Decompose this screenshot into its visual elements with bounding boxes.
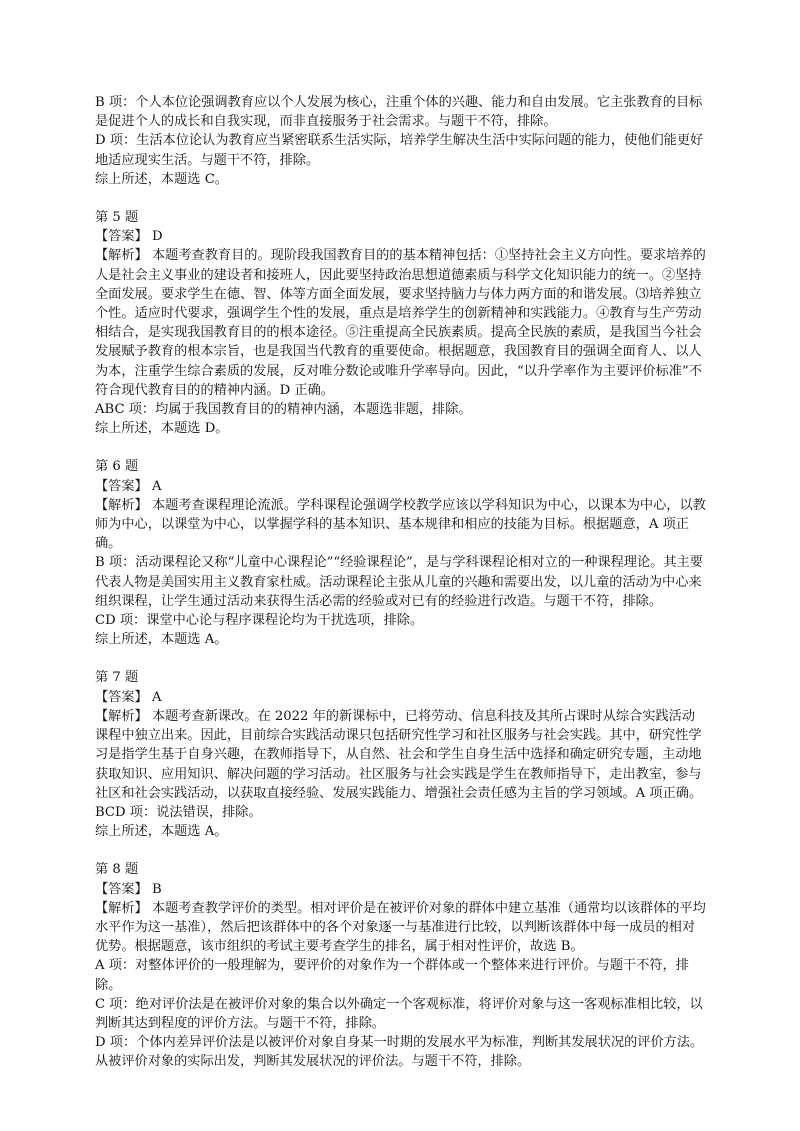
answer-line: 【答案】 A [95,478,162,494]
option-paragraph: CD 项：课堂中心论与程序课程论均为干扰选项，排除。 [95,613,424,629]
answer-line: 【答案】 D [95,229,163,245]
option-paragraph: ABC 项：均属于我国教育目的的精神内涵，本题选非题，排除。 [95,402,472,418]
analysis-paragraph: 【解析】 本题考查课程理论流派。学科课程论强调学校教学应该以学科知识为中心，以课本为中心，以教师为中心，以课堂为中心，以掌握学科的基本知识、基本规律和相应的技能为目标。根据题意，A 项正确。 [95,497,706,552]
question-title: 第 7 题 [95,670,139,686]
answer-line: 【答案】 A [95,689,162,705]
question-7 [95,668,707,841]
question-6 [95,457,707,649]
answer-line: 【答案】 B [95,881,162,897]
paragraph: D 项：生活本位论认为教育应当紧密联系生活实际，培养学生解决生活中实际问题的能力，使他们能更好地适应现实生活。与题干不符，排除。 [95,133,704,168]
question-title: 第 8 题 [95,862,139,878]
analysis-paragraph: 【解析】 本题考查新课改。在 2022 年的新课标中，已将劳动、信息科技及其所占课时从综合实践活动课程中独立出来。因此，目前综合实践活动课只包括研究性学习和社区服务与社会实践。其中，研究性学习是指学生基于自身兴趣，在教师指导下，从自然、社会和学生自身生活中选择和确定研究专题，主动地获取知识、应用知识、解决问题的学习活动。社区服务与社会实践是学生在教师指导下，走出教室，参与社区和社会实践活动，以获取直接经验、发展实践能力、增强社会责任感为主旨的学习领域。A 项正确。 [95,708,703,801]
paragraph: B 项：个人本位论强调教育应以个人发展为核心，注重个体的兴趣、能力和自由发展。它主张教育的目标是促进个人的成长和自我实现，而非直接服务于社会需求。与题干不符，排除。 [95,95,703,130]
document-page [95,93,707,1091]
question-title: 第 5 题 [95,210,139,226]
conclusion-paragraph: 综上所述，本题选 A。 [95,824,228,840]
conclusion-paragraph: 综上所述，本题选 A。 [95,632,228,648]
conclusion-paragraph: 综上所述，本题选 D。 [95,421,229,437]
paragraph: 综上所述，本题选 C。 [95,171,228,187]
analysis-paragraph: 【解析】 本题考查教育目的。现阶段我国教育目的的基本精神包括：①坚持社会主义方向性。要求培养的人是社会主义事业的建设者和接班人，因此要坚持政治思想道德素质与科学文化知识能力的统一。②坚持全面发展。要求学生在德、智、体等方面全面发展，要求坚持脑力与体力两方面的和谐发展。⑶培养独立个性。适应时代要求，强调学生个性的发展，重点是培养学生的创新精神和实践能力。④教育与生产劳动相结合，是实现我国教育目的的根本途径。⑤注重提高全民族素质。提高全民族的素质，是我国当今社会发展赋予教育的根本宗旨，也是我国当代教育的重要使命。根据题意，我国教育目的强调全面育人、以人为本，注重学生综合素质的发展，反对唯分数论或唯升学率导向。因此，“以升学率作为主要评价标准”不符合现代教育目的的精神内涵。D 正确。 [95,248,706,398]
option-paragraph: C 项：绝对评价法是在被评价对象的集合以外确定一个客观标准，将评价对象与这一客观标准相比较，以判断其达到程度的评价方法。与题干不符，排除。 [95,996,703,1031]
analysis-paragraph: 【解析】 本题考查教学评价的类型。相对评价是在被评价对象的群体中建立基准（通常均以该群体的平均水平作为这一基准），然后把该群体中的各个对象逐一与基准进行比较，以判断该群体中每一成员的相对优势。根据题意，该市组织的考试主要考查学生的排名，属于相对性评价，故选 B。 [95,900,706,955]
question-5 [95,208,707,438]
option-paragraph: B 项：活动课程论又称“儿童中心课程论”“经验课程论”，是与学科课程论相对立的一种课程理论。其主要代表人物是美国实用主义教育家杜威。活动课程论主张从儿童的兴趣和需要出发，以儿童的活动为中心来组织课程，让学生通过活动来获得生活必需的经验或对已有的经验进行改造。与题干不符，排除。 [95,555,703,609]
intro-section [95,93,707,189]
question-title: 第 6 题 [95,459,139,475]
option-paragraph: D 项：个体内差异评价法是以被评价对象自身某一时期的发展水平为标准，判断其发展状况的评价方法。从被评价对象的实际出发，判断其发展状况的评价法。与题干不符，排除。 [95,1035,704,1070]
question-8 [95,860,707,1071]
option-paragraph: A 项：对整体评价的一般理解为，要评价的对象作为一个群体或一个整体来进行评价。与题干不符，排除。 [95,958,689,993]
option-paragraph: BCD 项：说法错误，排除。 [95,804,262,820]
